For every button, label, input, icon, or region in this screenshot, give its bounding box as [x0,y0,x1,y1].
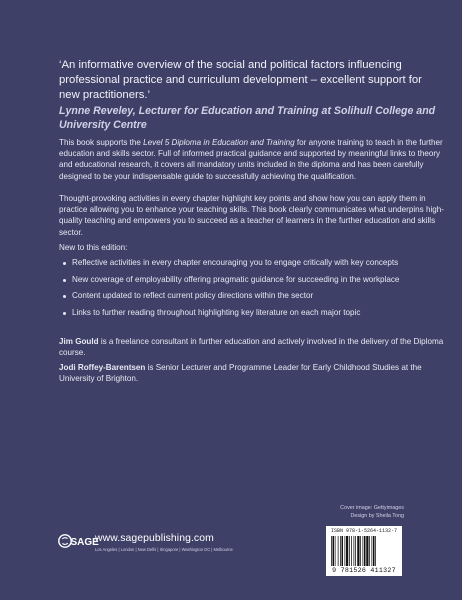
isbn-number: ISBN 978-1-5264-1132-7 [330,528,397,534]
bullet-icon [63,312,66,315]
new-edition-list [59,255,453,321]
design-credit: Design by Sheila Tong [350,512,404,519]
isbn-barcode [326,526,402,576]
list-item: Reflective activities in every chapter encouraging you to engage critically with key concepts [59,255,453,272]
image-credits [340,505,404,520]
list-item: Links to further reading throughout highlighting key literature on each major topic [59,305,453,322]
bullet-icon [63,295,66,298]
diploma-title: Level 5 Diploma in Education and Training [143,138,295,147]
barcode-digits: 9 781526 411327 [332,567,396,574]
author-bio-text: is a freelance consultant in further education and actively involved in the delivery of the Diploma course. [59,337,444,358]
cover-image-credit: Cover image: Gettyimages [340,505,404,511]
p1-after: for anyone training to teach in the further education and skills sector. Full of informed practical guidance and supported by meaningful links to theory and educational research, it covers all mandatory units included in the diploma and has been carefully designed to be your indispensable guide to successfully achieving the qualification. [59,138,443,181]
review-attribution: Lynne Reveley, Lecturer for Education and Training at Solihull College and University Centre [59,105,436,132]
bullet-icon [63,262,66,265]
publisher-cities: Los Angeles | London | New Delhi | Singapore | Washington DC | Melbourne [95,547,233,552]
sage-logo-text: SAGE [70,537,99,548]
list-item: New coverage of employability offering pragmatic guidance for succeeding in the workplace [59,272,453,289]
author-name: Jodi Roffey-Barentsen [59,363,146,372]
description-paragraph-1 [59,137,453,182]
author-bio-2 [59,362,453,384]
review-quote: ‘An informative overview of the social and political factors influencing professional practice and curriculum development – excellent support for new practitioners.’ [59,59,422,102]
author-name: Jim Gould [59,337,99,346]
publisher-url: www.sagepublishing.com [95,533,214,544]
list-item: Content updated to reflect current policy directions within the sector [59,288,453,305]
description-paragraph-2: Thought-provoking activities in every chapter highlight key points and show how you can apply them in practice allowing you to enhance your teaching skills. This book clearly communicates what underpins high-quality teaching and empowers you to succeed as a teacher of learners in the further education and skills sector. [59,194,444,237]
bullet-icon [63,279,66,282]
author-bio-1 [59,336,453,358]
new-edition-heading: New to this edition: [59,243,128,252]
p1-before: This book supports the [59,138,144,147]
author-bio-text: is Senior Lecturer and Programme Leader for Early Childhood Studies at the University of Brighton. [59,363,422,384]
sage-logo [58,532,99,554]
